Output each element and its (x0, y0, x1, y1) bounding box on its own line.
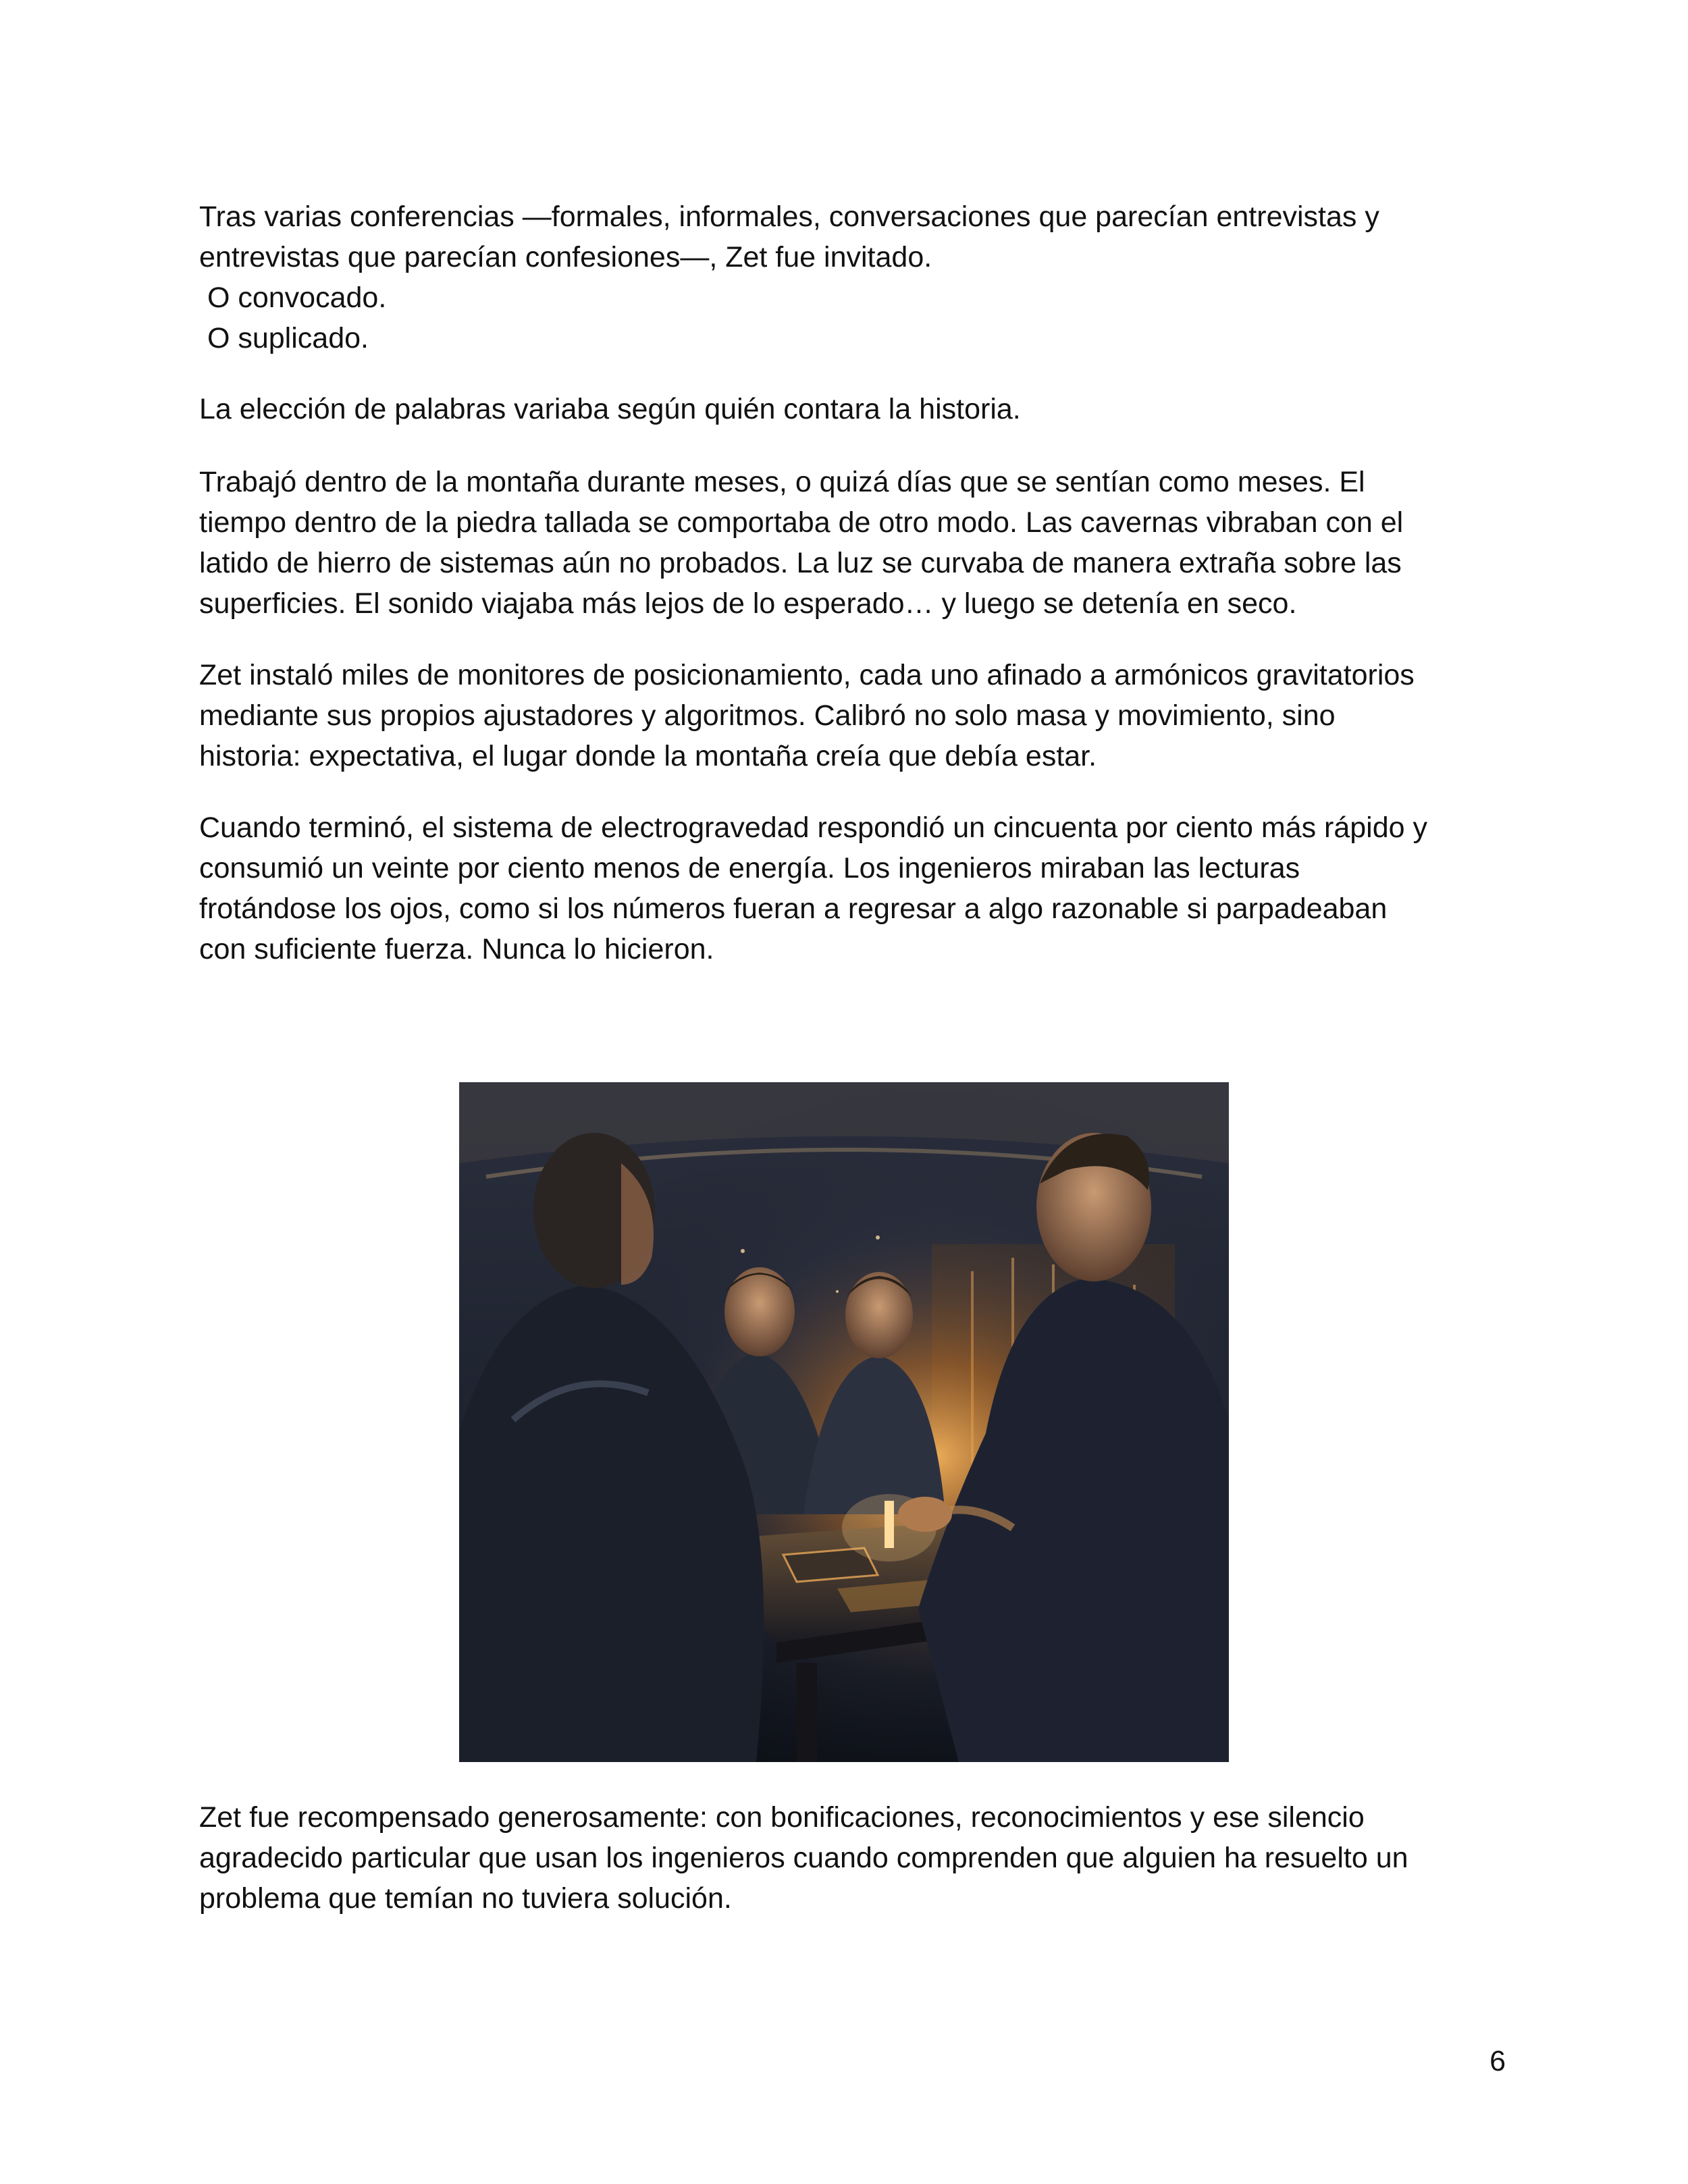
paragraph-line: problema que temían no tuviera solución. (199, 1882, 732, 1915)
paragraph-line: Tras varias conferencias —formales, informales, conversaciones que parecían entrevistas y (199, 201, 1379, 233)
paragraph-mountain-work (199, 462, 1523, 624)
page-number: 6 (1489, 2045, 1506, 2077)
paragraph-line: Trabajó dentro de la montaña durante meses, o quizá días que se sentían como meses. El (199, 466, 1365, 498)
paragraph-line: con suficiente fuerza. Nunca lo hicieron. (199, 933, 714, 965)
paragraph-line: O convocado. (199, 282, 387, 314)
paragraph-monitors (199, 655, 1523, 776)
paragraph-results (199, 807, 1523, 969)
paragraph-line: agradecido particular que usan los ingenieros cuando comprenden que alguien ha resuelto un (199, 1842, 1408, 1874)
paragraph-line: superficies. El sonido viajaba más lejos de lo esperado… y luego se detenía en seco. (199, 587, 1297, 620)
paragraph-line: consumió un veinte por ciento menos de energía. Los ingenieros miraban las lecturas (199, 852, 1300, 884)
paragraph-line: O suplicado. (199, 322, 369, 354)
paragraph-line: La elección de palabras variaba según quién contara la historia. (199, 393, 1021, 425)
paragraph-reward (199, 1797, 1523, 1919)
paragraph-invitation (199, 196, 1523, 358)
paragraph-line: Zet instaló miles de monitores de posicionamiento, cada uno afinado a armónicos gravitatorios (199, 659, 1415, 691)
paragraph-line: latido de hierro de sistemas aún no probados. La luz se curvaba de manera extraña sobre las (199, 547, 1402, 579)
paragraph-word-choice (199, 389, 1523, 429)
paragraph-line: entrevistas que parecían confesiones—, Zet fue invitado. (199, 241, 932, 273)
engineer-back-right-head (845, 1272, 913, 1358)
paragraph-line: tiempo dentro de la piedra tallada se comportaba de otro modo. Las cavernas vibraban con el (199, 506, 1404, 539)
engineer-back-left-head (724, 1267, 795, 1356)
engineer-hand (898, 1497, 952, 1532)
illustration-svg (459, 1082, 1229, 1762)
paragraph-line: mediante sus propios ajustadores y algoritmos. Calibró no solo masa y movimiento, sino (199, 699, 1336, 732)
table-leg (797, 1663, 817, 1762)
paragraph-line: Cuando terminó, el sistema de electrogravedad respondió un cincuenta por ciento más rápido y (199, 811, 1427, 844)
paragraph-line: Zet fue recompensado generosamente: con bonificaciones, reconocimientos y ese silencio (199, 1801, 1365, 1834)
paragraph-line: historia: expectativa, el lugar donde la montaña creía que debía estar. (199, 740, 1097, 772)
paragraph-line: frotándose los ojos, como si los números fueran a regresar a algo razonable si parpadeaban (199, 893, 1388, 925)
engineers-meeting-illustration (459, 1082, 1229, 1762)
